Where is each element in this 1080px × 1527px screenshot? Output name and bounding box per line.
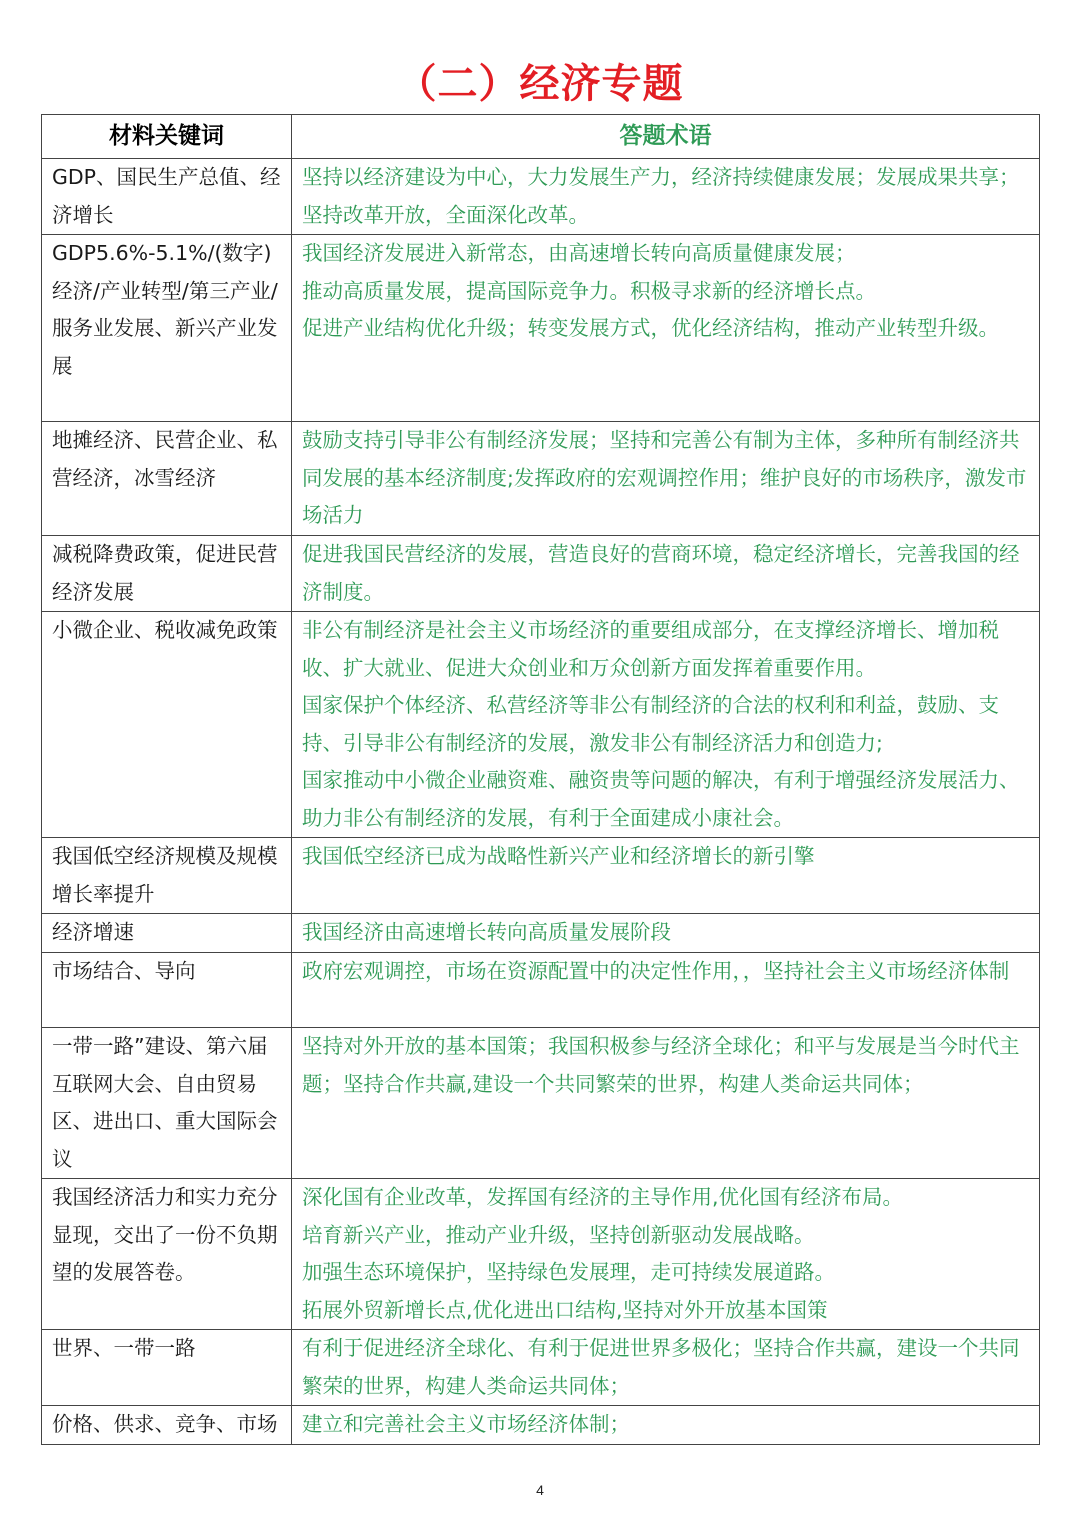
keyword-cell: 经济增速	[42, 914, 292, 953]
table-row	[42, 235, 1040, 422]
table-row	[42, 159, 1040, 235]
keyword-cell: 地摊经济、民营企业、私营经济，冰雪经济	[42, 422, 292, 536]
term-line: 拓展外贸新增长点,优化进出口结构,坚持对外开放基本国策	[302, 1297, 828, 1322]
term-line: 培育新兴产业，推动产业升级，坚持创新驱动发展战略。	[302, 1222, 815, 1247]
term-line: 国家推动中小微企业融资难、融资贵等问题的解决，有利于增强经济发展活力、助力非公有制经济的发展，有利于全面建成小康社会。	[302, 768, 1020, 830]
term-cell	[292, 953, 1040, 1028]
term-line: 有利于促进经济全球化、有利于促进世界多极化；坚持合作共赢，建设一个共同繁荣的世界，构建人类命运共同体；	[302, 1336, 1020, 1398]
table-header-row	[42, 115, 1040, 159]
table-row	[42, 838, 1040, 914]
page-title: （二）经济专题	[396, 61, 684, 107]
keyword-cell: GDP、国民生产总值、经济增长	[42, 159, 292, 235]
term-cell	[292, 159, 1040, 235]
term-line: 加强生态环境保护，坚持绿色发展理，走可持续发展道路。	[302, 1260, 835, 1284]
table-row	[42, 422, 1040, 536]
term-line: 政府宏观调控，市场在资源配置中的决定性作用，，坚持社会主义市场经济体制	[302, 959, 1010, 983]
table-row	[42, 1330, 1040, 1406]
table-row	[42, 953, 1040, 1028]
term-cell	[292, 612, 1040, 838]
term-cell	[292, 1330, 1040, 1406]
term-cell	[292, 536, 1040, 612]
term-line: 我国经济由高速增长转向高质量发展阶段	[302, 920, 671, 944]
table-row	[42, 612, 1040, 838]
term-line: 促进产业结构优化升级；转变发展方式，优化经济结构，推动产业转型升级。	[302, 316, 999, 340]
term-cell	[292, 914, 1040, 953]
header-keyword: 材料关键词	[42, 115, 292, 159]
keyword-cell: 世界、一带一路	[42, 1330, 292, 1406]
header-term: 答题术语	[292, 115, 1040, 159]
keyword-cell: 我国经济活力和实力充分显现，交出了一份不负期望的发展答卷。	[42, 1179, 292, 1330]
page-number: 4	[536, 1482, 544, 1498]
term-line: 坚持以经济建设为中心，大力发展生产力，经济持续健康发展；发展成果共享；坚持改革开放，全面深化改革。	[302, 165, 1020, 227]
table-row	[42, 536, 1040, 612]
keyword-cell: 价格、供求、竞争、市场	[42, 1406, 292, 1445]
term-line: 国家保护个体经济、私营经济等非公有制经济的合法的权利和利益，鼓励、支持、引导非公有制经济的发展，激发非公有制经济活力和创造力;	[302, 693, 999, 755]
term-line: 推动高质量发展，提高国际竞争力。积极寻求新的经济增长点。	[302, 278, 876, 303]
term-line: 建立和完善社会主义市场经济体制；	[302, 1412, 630, 1436]
keyword-cell: 我国低空经济规模及规模增长率提升	[42, 838, 292, 914]
term-cell	[292, 1406, 1040, 1445]
table-row	[42, 1406, 1040, 1445]
term-cell	[292, 1028, 1040, 1179]
table-row	[42, 1028, 1040, 1179]
term-line: 我国低空经济已成为战略性新兴产业和经济增长的新引擎	[302, 844, 815, 868]
table-row	[42, 914, 1040, 953]
term-line: 深化国有企业改革，发挥国有经济的主导作用,优化国有经济布局。	[302, 1185, 904, 1209]
keyword-cell: 市场结合、导向	[42, 953, 292, 1028]
term-line: 鼓励支持引导非公有制经济发展；坚持和完善公有制为主体，多种所有制经济共同发展的基本经济制度;发挥政府的宏观调控作用；维护良好的市场秩序，激发市场活力	[302, 428, 1027, 527]
table-row	[42, 1179, 1040, 1330]
term-line: 坚持对外开放的基本国策；我国积极参与经济全球化；和平与发展是当今时代主题；坚持合作共赢,建设一个共同繁荣的世界，构建人类命运共同体；	[302, 1034, 1020, 1096]
keyword-term-table	[41, 114, 1040, 1445]
keyword-cell: 一带一路”建设、第六届互联网大会、自由贸易区、进出口、重大国际会议	[42, 1028, 292, 1179]
term-line: 促进我国民营经济的发展，营造良好的营商环境，稳定经济增长，完善我国的经济制度。	[302, 542, 1020, 604]
term-cell	[292, 838, 1040, 914]
term-line: 非公有制经济是社会主义市场经济的重要组成部分，在支撑经济增长、增加税收、扩大就业、促进大众创业和万众创新方面发挥着重要作用。	[302, 618, 999, 680]
term-cell	[292, 1179, 1040, 1330]
term-line: 我国经济发展进入新常态，由高速增长转向高质量健康发展；	[302, 241, 856, 265]
keyword-cell: GDP5.6%-5.1%/(数字)经济/产业转型/第三产业/服务业发展、新兴产业发展	[42, 235, 292, 422]
term-cell	[292, 235, 1040, 422]
keyword-cell: 减税降费政策，促进民营经济发展	[42, 536, 292, 612]
term-cell	[292, 422, 1040, 536]
keyword-cell: 小微企业、税收减免政策	[42, 612, 292, 838]
